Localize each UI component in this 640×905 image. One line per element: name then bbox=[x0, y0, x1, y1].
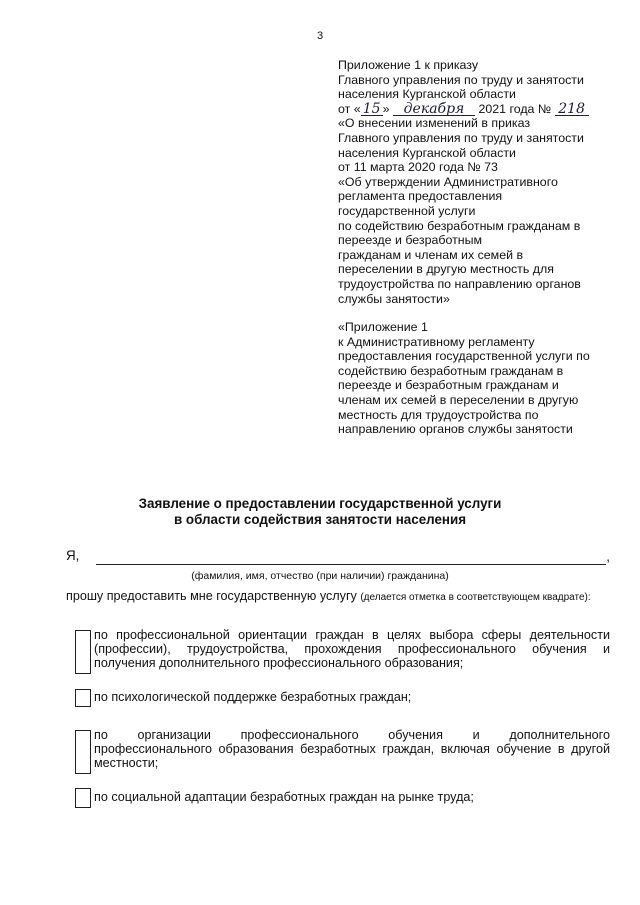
amend-line: регламента предоставления bbox=[338, 189, 503, 204]
date-mid: » bbox=[382, 101, 390, 116]
request-text: прошу предоставить мне государственную услугу bbox=[66, 589, 357, 603]
amend-line: переселении в другую местность для bbox=[338, 262, 554, 277]
checkbox-psychological-support[interactable] bbox=[75, 689, 91, 707]
order-number-handwritten: 218 bbox=[555, 103, 589, 116]
appendix-line: направлению органов службы занятости bbox=[338, 422, 573, 437]
option-line: по организации профессионального обучения и дополнительного bbox=[94, 728, 610, 742]
request-paragraph bbox=[66, 589, 610, 605]
option-text bbox=[94, 690, 610, 704]
amend-line: «Об утверждении Административного bbox=[338, 174, 558, 189]
option-line: по психологической поддержке безработных граждан; bbox=[94, 690, 412, 704]
appendix-line: предоставления государственной услуги по bbox=[338, 349, 590, 364]
amend-line: от 11 марта 2020 года № 73 bbox=[338, 160, 498, 175]
option-text bbox=[94, 628, 610, 671]
appendix-line: к Административному регламенту bbox=[338, 334, 535, 349]
appendix-line: членам их семей в переселении в другую bbox=[338, 393, 579, 408]
approval-line-3: населения Курганской области bbox=[338, 87, 516, 102]
amend-line: Главного управления по труду и занятости bbox=[338, 130, 584, 145]
approval-line-1: Приложение 1 к приказу bbox=[338, 58, 479, 72]
option-text bbox=[94, 790, 610, 804]
title-line-1: Заявление о предоставлении государственной услуги bbox=[138, 496, 502, 511]
option-line: получения дополнительного профессионального образования; bbox=[94, 656, 464, 671]
request-note: (делается отметка в соответствующем квадрате): bbox=[360, 592, 591, 603]
option-line: по социальной адаптации безработных граждан на рынке труда; bbox=[94, 790, 474, 804]
amend-line: трудоустройства по направлению органов bbox=[338, 276, 581, 291]
date-month-handwritten: декабря bbox=[393, 103, 475, 116]
appendix-line: переезде и безработным гражданам и bbox=[338, 378, 559, 393]
date-day-handwritten: 15 bbox=[361, 103, 383, 116]
amend-line: населения Курганской области bbox=[338, 145, 516, 160]
amend-line: государственной услуги bbox=[338, 203, 476, 218]
option-psychological-support bbox=[66, 690, 610, 710]
appendix-line: «Приложение 1 bbox=[338, 320, 428, 335]
amend-line: переезде и безработным bbox=[338, 233, 483, 248]
applicant-label: Я, bbox=[66, 548, 80, 563]
appendix-line: местность для трудоустройства по bbox=[338, 407, 539, 422]
option-line: по профессиональной ориентации граждан в целях выбора сферы деятельности bbox=[94, 628, 610, 642]
approval-date-line bbox=[338, 102, 608, 117]
applicant-name-hint: (фамилия, имя, отчество (при наличии) гражданина) bbox=[191, 570, 449, 582]
appendix-line: содействию безработным гражданам в bbox=[338, 363, 564, 378]
option-line: профессионального образования безработных граждан, включая обучение в другой bbox=[94, 742, 610, 757]
approval-block bbox=[338, 58, 608, 437]
option-line: (профессии), трудоустройства, прохождения профессионального обучения и bbox=[94, 642, 610, 657]
date-year: 2021 года № bbox=[478, 101, 552, 116]
amend-line: гражданам и членам их семей в bbox=[338, 247, 524, 262]
option-career-guidance bbox=[66, 628, 610, 674]
option-social-adaptation bbox=[66, 790, 610, 810]
document-title bbox=[0, 496, 640, 528]
option-professional-training bbox=[66, 728, 610, 774]
checkbox-professional-training[interactable] bbox=[75, 730, 91, 774]
option-text bbox=[94, 728, 610, 771]
page-number: 3 bbox=[316, 30, 324, 42]
checkbox-career-guidance[interactable] bbox=[75, 630, 91, 674]
date-prefix: от « bbox=[338, 101, 361, 116]
amend-line: службы занятости» bbox=[338, 291, 450, 306]
title-line-2: в области содействия занятости населения bbox=[173, 512, 467, 527]
option-line: местности; bbox=[94, 756, 159, 771]
applicant-trailing-comma: , bbox=[606, 549, 610, 564]
checkbox-social-adaptation[interactable] bbox=[75, 788, 91, 808]
applicant-name-field[interactable] bbox=[96, 564, 606, 565]
approval-line-2: Главного управления по труду и занятости bbox=[338, 72, 584, 87]
amend-line: «О внесении изменений в приказ bbox=[338, 116, 531, 131]
amend-line: по содействию безработным гражданам в bbox=[338, 218, 581, 233]
